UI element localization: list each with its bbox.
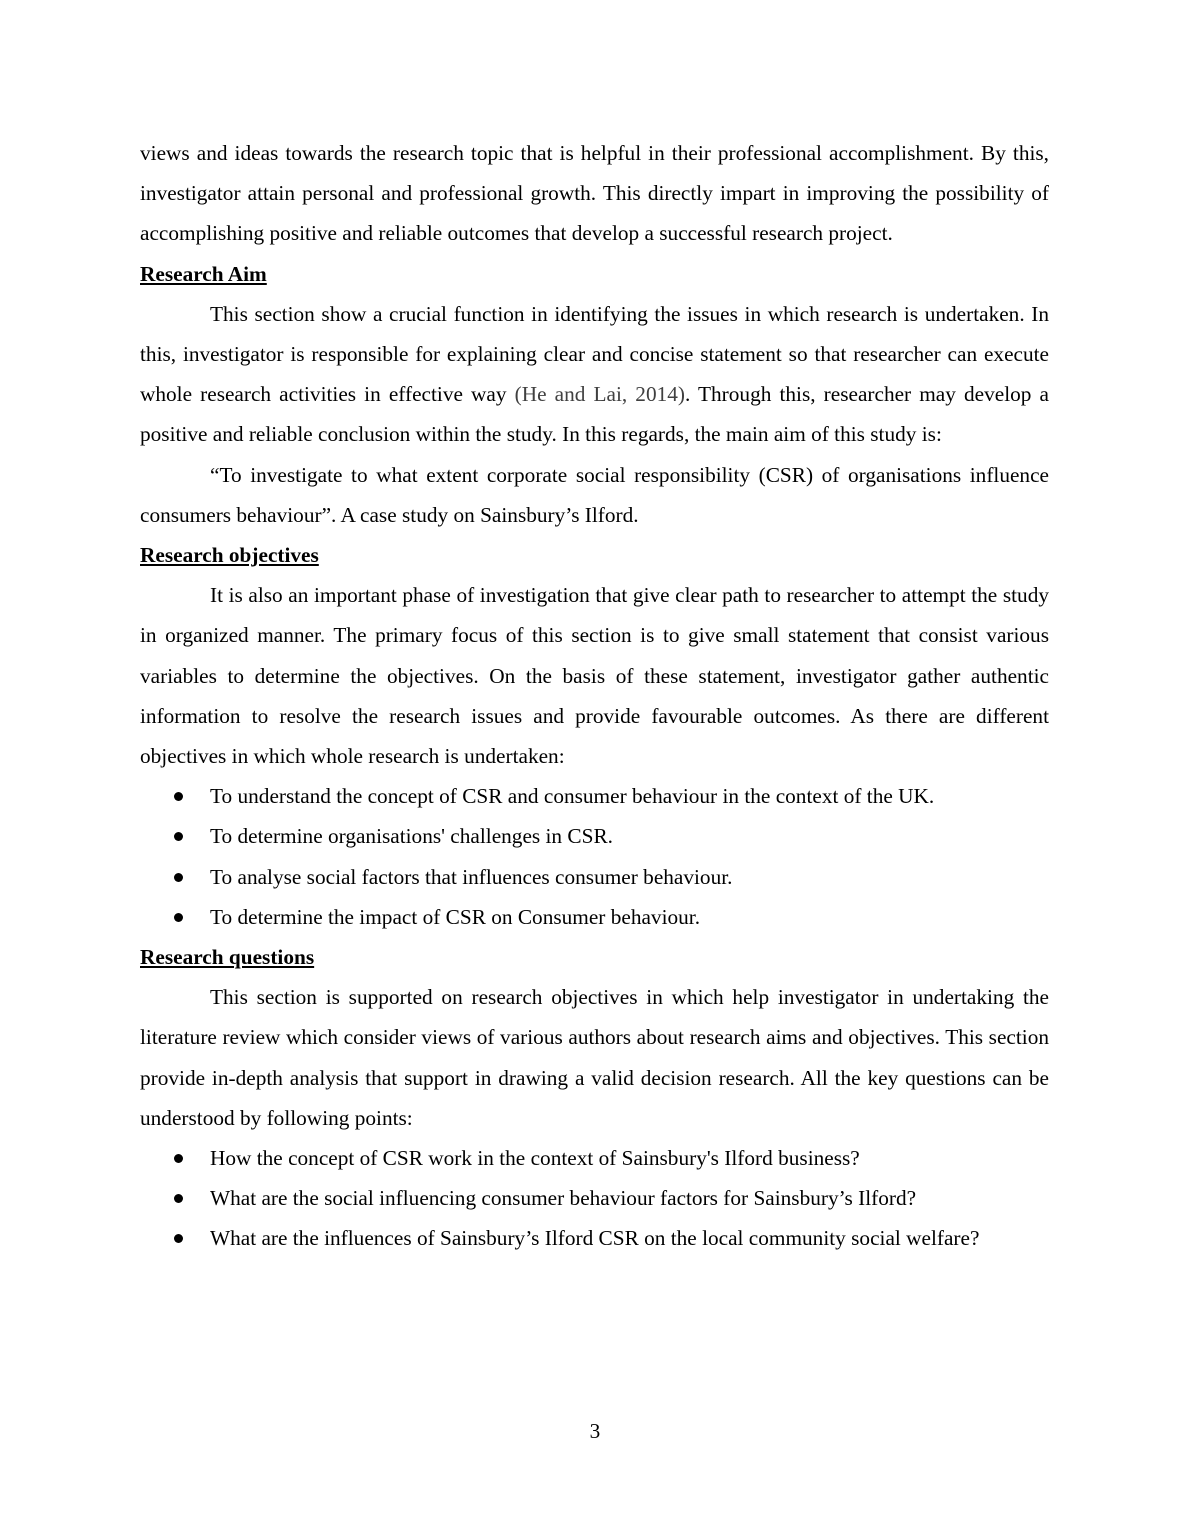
research-aim-text-part2: . Through this, researcher may develop a positive and reliable conclusion within the study. In this regards, the main aim of this study is:: [140, 382, 1049, 447]
list-item-text: To determine the impact of CSR on Consumer behaviour.: [210, 904, 701, 929]
intro-paragraph: views and ideas towards the research topic that is helpful in their professional accomplishment. By this, investigator attain personal and professional growth. This directly impart in improving the possibility of accomplishing positive and reliable outcomes that develop a successful research project.: [140, 141, 1049, 246]
list-item: [140, 776, 1049, 816]
list-item: [140, 1218, 1049, 1258]
list-item-text: To determine organisations' challenges in CSR.: [210, 824, 613, 849]
list-item: [140, 897, 1049, 937]
research-questions-heading: Research questions: [140, 945, 315, 970]
list-item-text: What are the social influencing consumer behaviour factors for Sainsbury’s Ilford?: [210, 1186, 917, 1211]
research-questions-paragraph: This section is supported on research objectives in which help investigator in undertaking the literature review which consider views of various authors about research aims and objectives. This section provide in-depth analysis that support in drawing a valid decision research. All the key questions can be understood by following points:: [140, 985, 1049, 1130]
list-item-text: To understand the concept of CSR and consumer behaviour in the context of the UK.: [210, 784, 935, 809]
research-aim-text-part1: This section show a crucial function in identifying the issues in which research is undertaken. In this, investigator is responsible for explaining clear and concise statement so that researcher can execute whole research activities in effective way: [140, 301, 1049, 407]
list-item: [140, 816, 1049, 856]
bullet-icon: [174, 873, 183, 882]
list-item: [140, 857, 1049, 897]
aim-statement: “To investigate to what extent corporate social responsibility (CSR) of organisations influence consumers behaviour”. A case study on Sainsbury’s Ilford.: [140, 462, 1049, 527]
list-item-text: To analyse social factors that influences consumer behaviour.: [210, 864, 733, 889]
bullet-icon: [174, 1154, 183, 1163]
bullet-icon: [174, 832, 183, 841]
list-item: [140, 1138, 1049, 1178]
bullet-icon: [174, 1234, 183, 1243]
list-item-text: How the concept of CSR work in the context of Sainsbury's Ilford business?: [210, 1146, 860, 1171]
bullet-icon: [174, 792, 183, 801]
page-number: 3: [589, 1419, 601, 1443]
objectives-list: [140, 776, 1049, 937]
citation: (He and Lai, 2014): [514, 382, 685, 407]
research-objectives-paragraph: It is also an important phase of investigation that give clear path to researcher to attempt the study in organized manner. The primary focus of this section is to give small statement that consist various variables to determine the objectives. On the basis of these statement, investigator gather authentic information to resolve the research issues and provide favourable outcomes. As there are different objectives in which whole research is undertaken:: [140, 583, 1049, 769]
questions-list: [140, 1138, 1049, 1259]
research-aim-heading: Research Aim: [140, 261, 267, 286]
bullet-icon: [174, 913, 183, 922]
bullet-icon: [174, 1194, 183, 1203]
list-item: [140, 1178, 1049, 1218]
research-aim-paragraph: [140, 294, 1049, 455]
page-body: [140, 133, 1049, 1259]
research-objectives-heading: Research objectives: [140, 543, 319, 568]
list-item-text: What are the influences of Sainsbury’s Ilford CSR on the local community social welfare?: [210, 1226, 980, 1251]
